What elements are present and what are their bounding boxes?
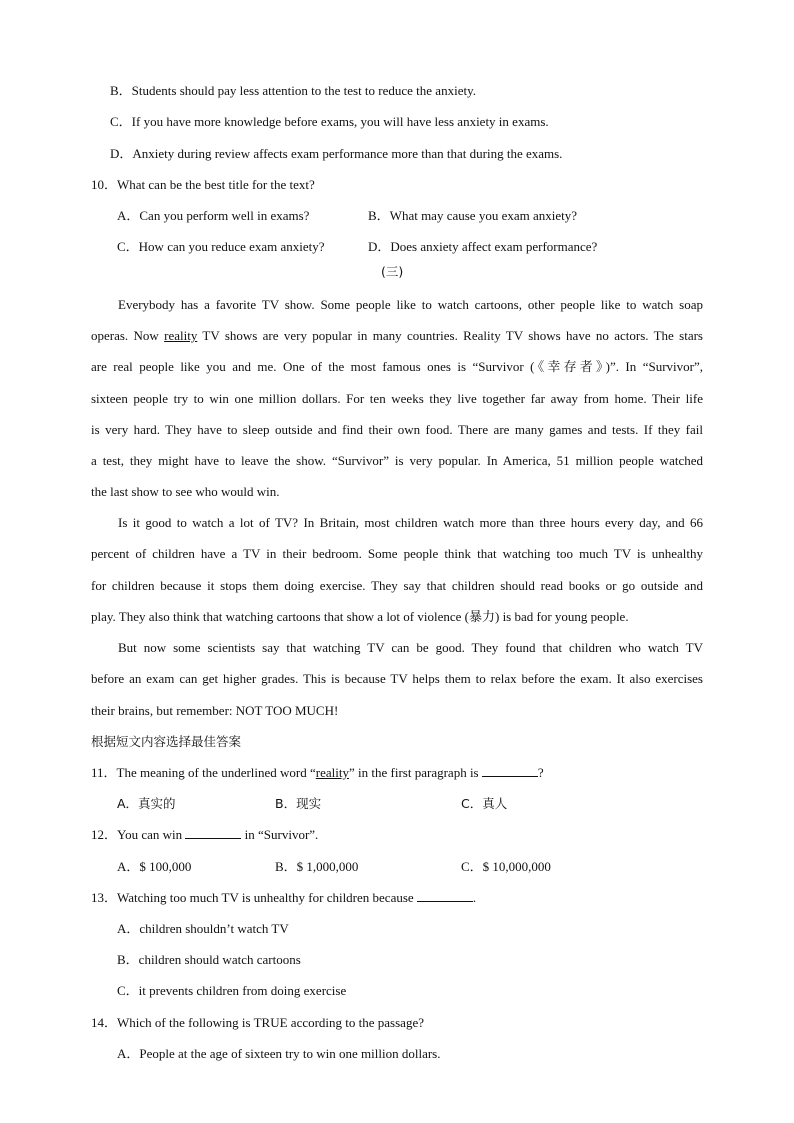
q10-stem: 10．What can be the best title for the text? <box>91 177 315 192</box>
q12-stem: 12．You can win in “Survivor”. <box>91 827 319 842</box>
passage-p2-line3: for children because it stops them doing exercise. They say that children should read books or go outside and <box>91 578 703 593</box>
passage-p1-line4: sixteen people try to win one million dollars. For ten weeks they live together far away from home. Their life <box>91 391 703 406</box>
q13-option-b: B．children should watch cartoons <box>117 952 301 967</box>
passage-p2-line2: percent of children have a TV in their bedroom. Some people think that watching too much TV is unhealthy <box>91 546 703 561</box>
q9-option-b: B．Students should pay less attention to the test to reduce the anxiety. <box>110 83 476 98</box>
q11-option-a: A．真实的 <box>117 796 176 811</box>
q10-option-b: B．What may cause you exam anxiety? <box>368 208 578 223</box>
instruction: 根据短文内容选择最佳答案 <box>91 734 242 749</box>
passage-p1-line5: is very hard. They have to sleep outside and find their own food. There are many games and tests. If they fail <box>91 422 703 437</box>
answer-blank <box>185 827 241 839</box>
passage-p1-line1: Everybody has a favorite TV show. Some people like to watch cartoons, other people like to watch soap <box>118 297 703 312</box>
q13-option-a: A．children shouldn’t watch TV <box>117 921 289 936</box>
q12-option-a: A．$ 100,000 <box>117 859 192 874</box>
q11-option-b: B．现实 <box>275 796 322 811</box>
passage-p1-line6: a test, they might have to leave the show. “Survivor” is very popular. In America, 51 million people watched <box>91 453 703 468</box>
passage-p1-line3: are real people like you and me. One of the most famous ones is “Survivor (《幸存者》)”. In “Survivor”, <box>91 359 703 374</box>
q14-stem: 14．Which of the following is TRUE according to the passage? <box>91 1015 424 1030</box>
passage-p3-line2: before an exam can get higher grades. This is because TV helps them to relax before the exam. It also exercises <box>91 671 703 686</box>
passage-p1-line2: operas. Now reality TV shows are very popular in many countries. Reality TV shows have no actors. The stars <box>91 328 703 343</box>
passage-p3-line3: their brains, but remember: NOT TOO MUCH! <box>91 703 339 718</box>
q10-option-a: A．Can you perform well in exams? <box>117 208 310 223</box>
answer-blank <box>482 765 538 777</box>
q14-option-a: A．People at the age of sixteen try to win one million dollars. <box>117 1046 441 1061</box>
q13-stem: 13．Watching too much TV is unhealthy for children because . <box>91 890 477 905</box>
section-title: (三) <box>381 264 404 279</box>
q9-option-c: C．If you have more knowledge before exams, you will have less anxiety in exams. <box>110 114 549 129</box>
q13-option-c: C．it prevents children from doing exercise <box>117 983 347 998</box>
passage-p1-line7: the last show to see who would win. <box>91 484 280 499</box>
passage-p2-line1: Is it good to watch a lot of TV? In Britain, most children watch more than three hours every day, and 66 <box>118 515 703 530</box>
q11-stem: 11．The meaning of the underlined word “reality” in the first paragraph is ? <box>91 765 544 780</box>
q9-option-d: D．Anxiety during review affects exam performance more than that during the exams. <box>110 146 563 161</box>
passage-p2-line4: play. They also think that watching cartoons that show a lot of violence (暴力) is bad for young people. <box>91 609 629 624</box>
q12-option-c: C．$ 10,000,000 <box>461 859 551 874</box>
answer-blank <box>417 890 473 902</box>
underlined-word-reality: reality <box>164 328 198 343</box>
q10-option-c: C．How can you reduce exam anxiety? <box>117 239 325 254</box>
q10-option-d: D．Does anxiety affect exam performance? <box>368 239 598 254</box>
q12-option-b: B．$ 1,000,000 <box>275 859 359 874</box>
passage-p3-line1: But now some scientists say that watching TV can be good. They found that children who watch TV <box>118 640 703 655</box>
q11-option-c: C．真人 <box>461 796 508 811</box>
